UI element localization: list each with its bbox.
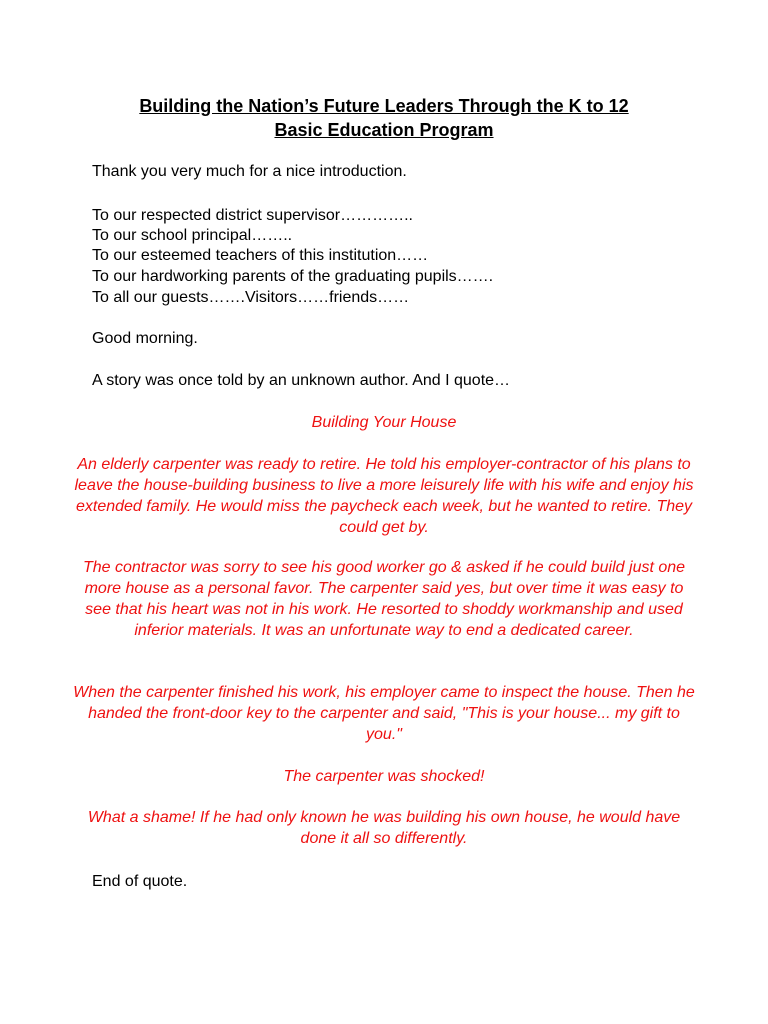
quote-title: Building Your House bbox=[311, 414, 457, 431]
thanks-line: Thank you very much for a nice introduction. bbox=[92, 163, 407, 180]
salutation-line: To our esteemed teachers of this institution…… bbox=[92, 247, 429, 264]
salutation-line: To our school principal…….. bbox=[92, 227, 293, 244]
quote-paragraph-4: The carpenter was shocked! bbox=[283, 768, 485, 785]
document-title-line-1: Building the Nation’s Future Leaders Through the K to 12 bbox=[139, 96, 629, 116]
quote-paragraph-3: When the carpenter finished his work, his employer came to inspect the house. Then he handed the front-door key to the carpenter and said, "This is your house... my gift to you." bbox=[73, 684, 695, 743]
quote-paragraph-2: The contractor was sorry to see his good worker go & asked if he could build just one more house as a personal favor. The carpenter said yes, but over time it was easy to see that his heart was not in his work. He resorted to shoddy workmanship and used inferior materials. It was an unfortunate way to end a dedicated career. bbox=[82, 559, 686, 639]
end-of-quote-line: End of quote. bbox=[92, 873, 188, 890]
salutation-line: To our respected district supervisor………….. bbox=[92, 207, 413, 224]
quote-paragraph-5: What a shame! If he had only known he was building his own house, he would have done it all so differently. bbox=[87, 809, 681, 847]
salutation-line: To our hardworking parents of the graduating pupils……. bbox=[92, 268, 494, 285]
greeting-line: Good morning. bbox=[92, 330, 198, 347]
document-title-line-2: Basic Education Program bbox=[274, 120, 494, 140]
salutation-line: To all our guests…….Visitors……friends…… bbox=[92, 289, 410, 306]
story-intro-line: A story was once told by an unknown author. And I quote… bbox=[92, 372, 511, 389]
quote-paragraph-1: An elderly carpenter was ready to retire. He told his employer-contractor of his plans to leave the house-building business to live a more leisurely life with his wife and enjoy his extended family. He would miss the paycheck each week, but he wanted to retire. They could get by. bbox=[74, 456, 694, 536]
